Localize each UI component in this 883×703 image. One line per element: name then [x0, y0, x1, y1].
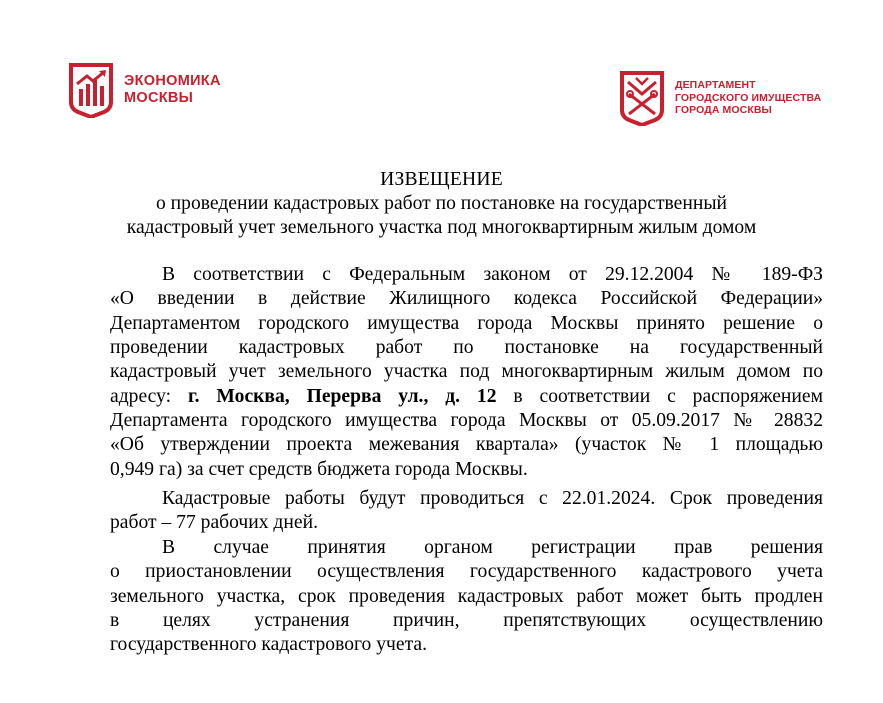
paragraph-line: В соответствии с Федеральным законом от 29.12.2004 № 189-ФЗ	[162, 264, 823, 285]
paragraph-line: государственного кадастрового учета.	[110, 634, 427, 656]
notice-subtitle-line-2: кадастровый учет земельного участка под многоквартирным жилым домом	[126, 217, 757, 238]
paragraph-line: кадастровый учет земельного участка под многоквартирным жилым домом по	[110, 361, 823, 383]
paragraph-line: работ – 77 рабочих дней.	[110, 512, 318, 534]
economy-moscow-emblem-icon	[68, 62, 114, 118]
paragraph-line: Кадастровые работы будут проводиться с 22.01.2024. Срок проведения	[162, 488, 823, 509]
logo-economy-moscow-text	[124, 73, 221, 107]
logo-right-line-1: ДЕПАРТАМЕНТ	[675, 79, 756, 92]
paragraph-line: 0,949 га) за счет средств бюджета города Москвы.	[110, 458, 528, 480]
address-label: адресу:	[110, 385, 172, 407]
paragraph-line: о приостановлении осуществления государственного кадастрового учета	[110, 561, 823, 583]
paragraph-line: Департаментом городского имущества города Москвы принято решение о	[110, 312, 823, 334]
paragraph-legal-basis	[110, 263, 823, 482]
paragraph-line-address	[110, 385, 823, 409]
logo-right-line-2: ГОРОДСКОГО ИМУЩЕСТВА	[675, 91, 822, 104]
paragraph-work-schedule	[110, 487, 823, 536]
logo-department-property	[619, 70, 821, 126]
department-property-emblem-icon	[619, 70, 665, 126]
paragraph-suspension-terms	[110, 536, 823, 658]
logo-right-line-3: ГОРОДА МОСКВЫ	[675, 104, 772, 117]
logo-department-property-text	[675, 79, 821, 117]
address-value: г. Москва, Перерва ул., д. 12	[187, 385, 497, 407]
notice-title: ИЗВЕЩЕНИЕ	[380, 169, 503, 190]
paragraph-line: в целях устранения причин, препятствующих осуществлению	[110, 610, 823, 632]
paragraph-line: проведении кадастровых работ по постановке на государственный	[110, 337, 823, 359]
notice-subtitle-line-1: о проведении кадастровых работ по постановке на государственный	[155, 193, 728, 214]
paragraph-line: «О введении в действие Жилищного кодекса Российской Федерации»	[110, 288, 823, 310]
paragraph-line: земельного участка, срок проведения кадастровых работ может быть продлен	[110, 585, 823, 607]
paragraph-line: «Об утверждении проекта межевания квартала» (участок № 1 площадью	[110, 434, 823, 456]
logo-left-line-2: МОСКВЫ	[124, 90, 194, 106]
logo-left-line-1: ЭКОНОМИКА	[124, 73, 221, 89]
paragraph-line: В случае принятия органом регистрации прав решения	[162, 537, 823, 558]
paragraph-line: Департамента городского имущества города Москвы от 05.09.2017 № 28832	[110, 410, 823, 432]
address-suffix: в соответствии с распоряжением	[513, 385, 823, 407]
logo-economy-moscow	[68, 62, 221, 118]
